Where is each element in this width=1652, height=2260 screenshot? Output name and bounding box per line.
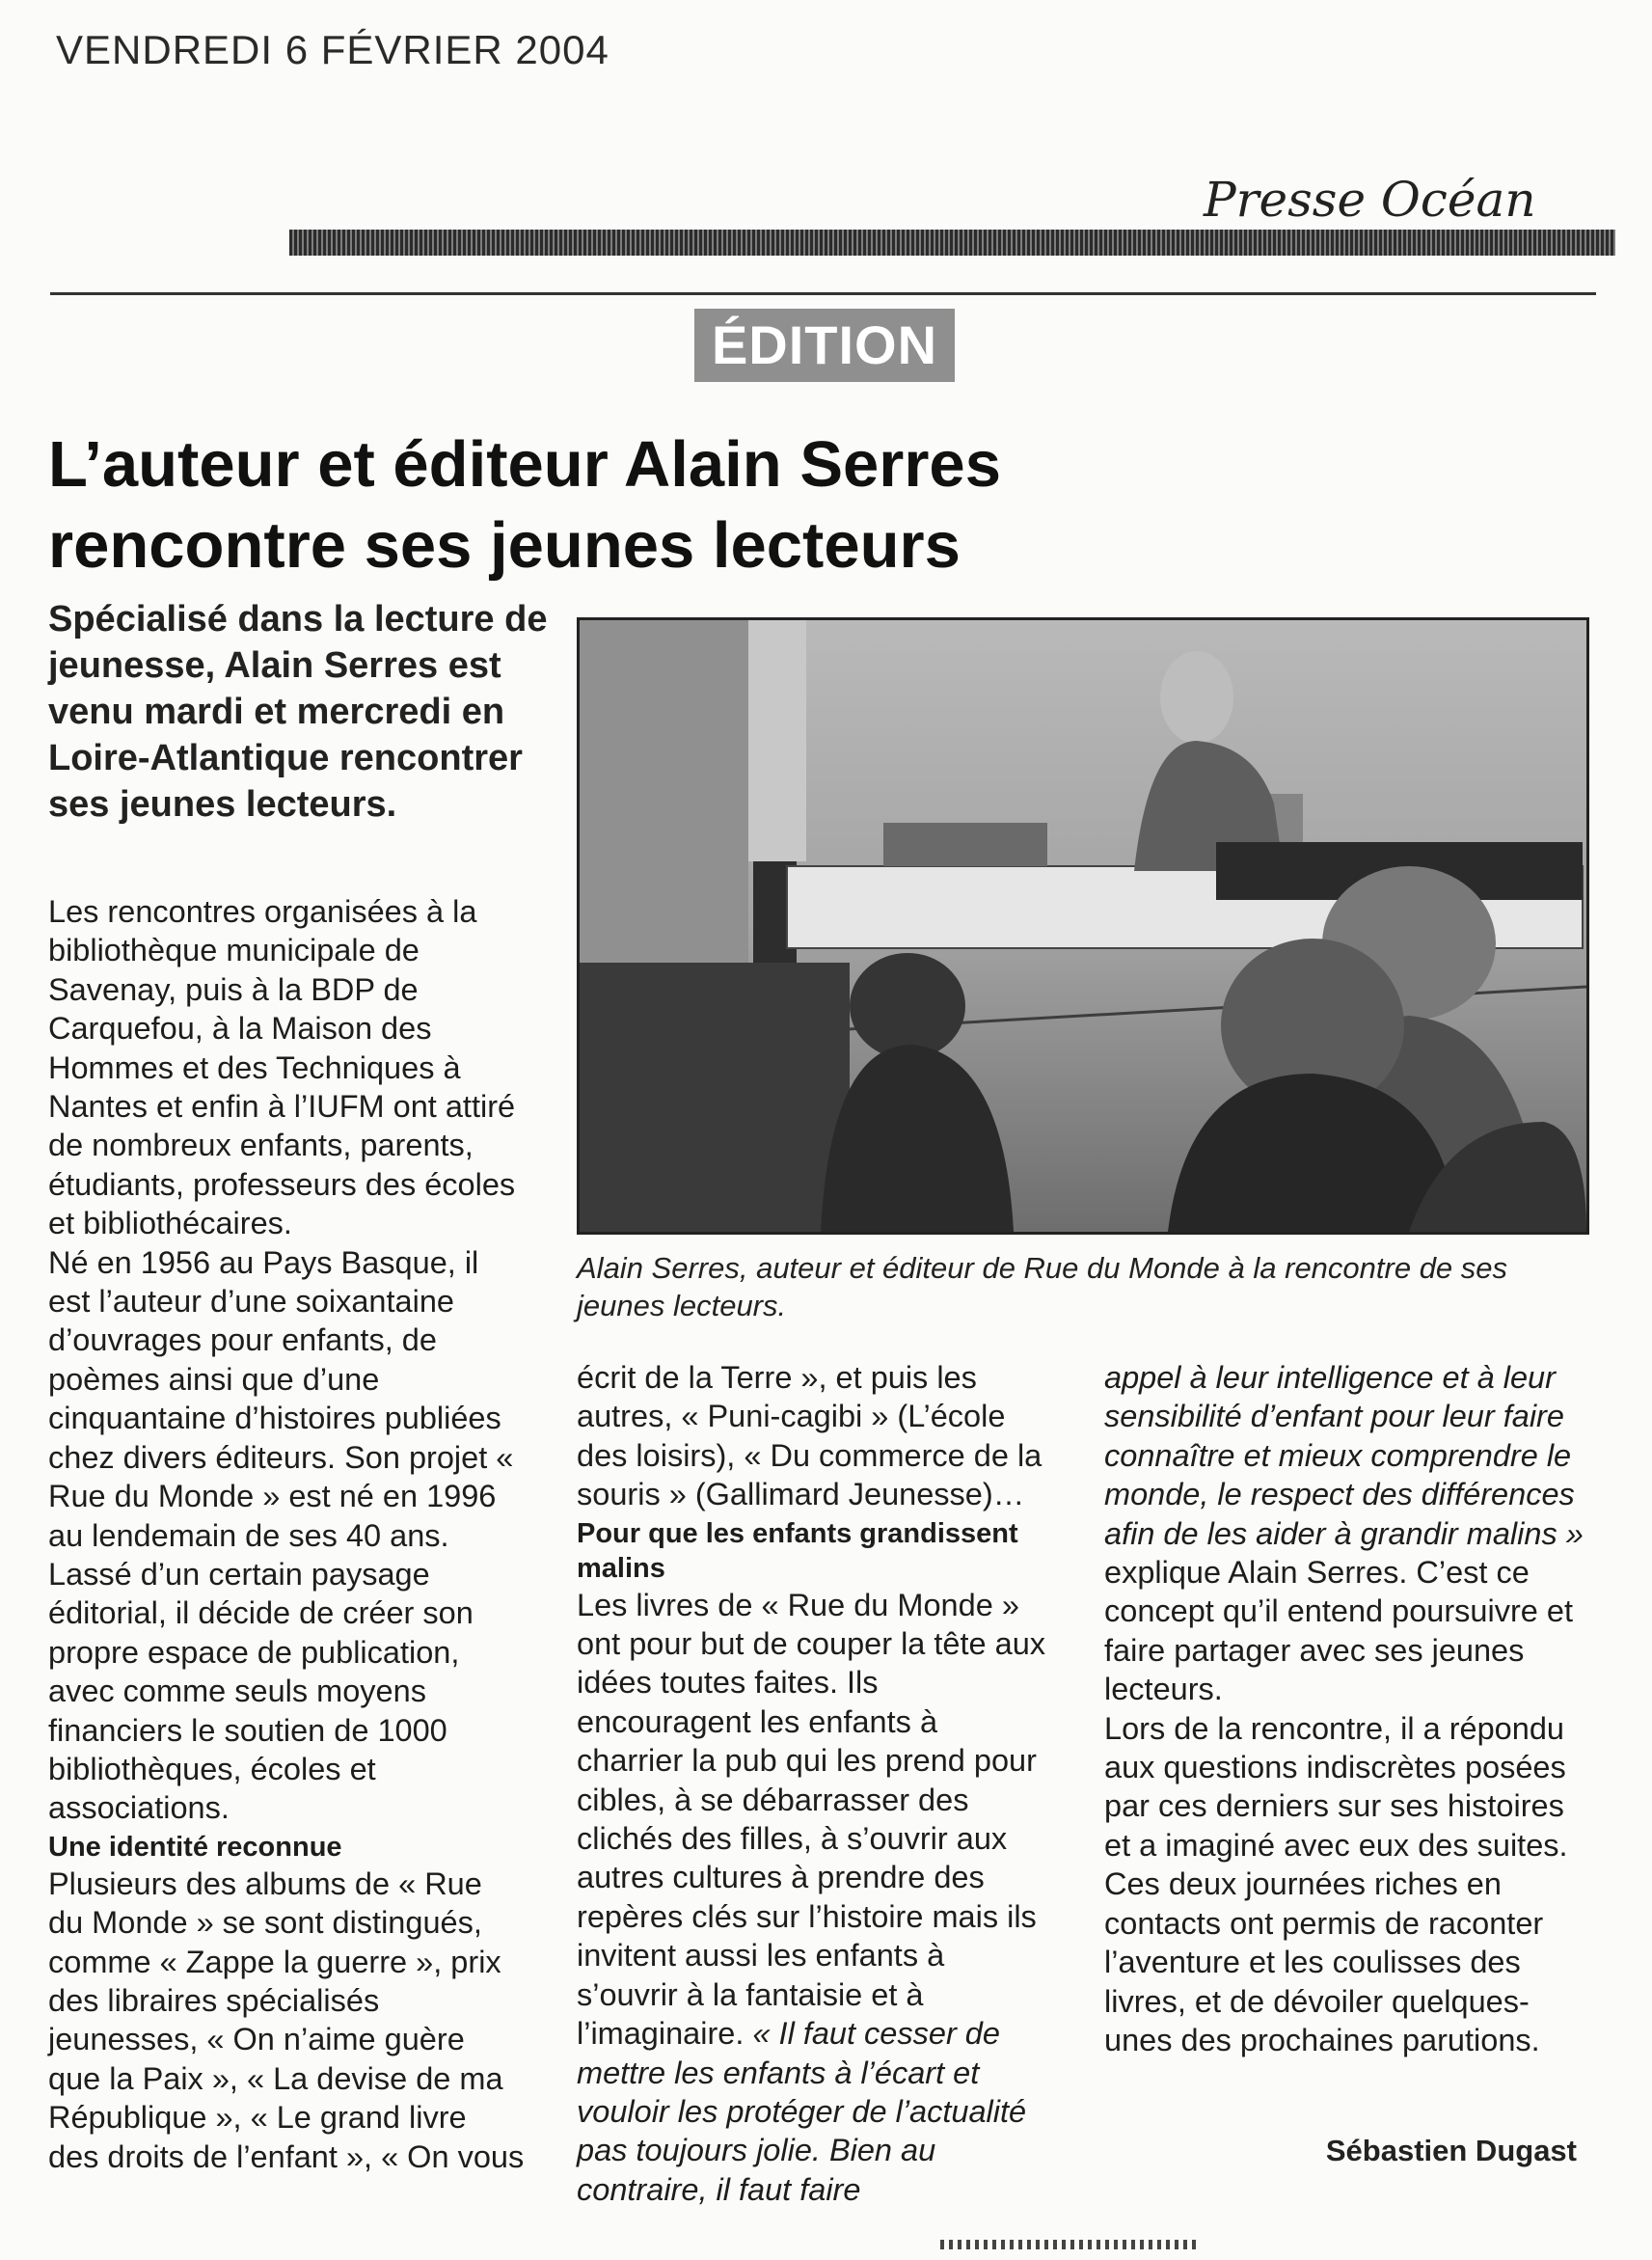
headline-line-1: L’auteur et éditeur Alain Serres xyxy=(48,428,1001,501)
chapeau: Spécialisé dans la lecture de jeunesse, Alain Serres est venu mardi et mercredi en Loire-Atlantique rencontrer ses jeunes lecteurs. xyxy=(48,599,548,825)
photo-illustration xyxy=(580,620,1586,1232)
column2-subheading: Pour que les enfants grandissent malins xyxy=(577,1517,1018,1584)
column1-paragraph-3: Plusieurs des albums de « Rue du Monde » se sont distingués, comme « Zappe la guerre », prix des libraires spécialisés jeunesses, « On n’aime guère que la Paix », « La devise de ma République », « Le grand livre des droits de l’enfant », « On vous xyxy=(48,1865,525,2174)
column3-paragraph-2: Lors de la rencontre, il a répondu aux questions indiscrètes posées par ces derniers sur ses histoires et a imaginé avec eux des suites. Ces deux journées riches en contacts ont permis de raconter l’aventure et les coulisses des livres, et de dévoiler quelques-unes des prochaines parutions. xyxy=(1104,1710,1568,2057)
rubric-label: ÉDITION xyxy=(694,309,955,382)
handwritten-source-note: Presse Océan xyxy=(1204,172,1536,228)
photo-caption: Alain Serres, auteur et éditeur de Rue du Monde à la rencontre de ses jeunes lecteurs. xyxy=(577,1251,1508,1322)
header-rule xyxy=(50,292,1596,295)
headline-line-2: rencontre ses jeunes lecteurs xyxy=(48,509,961,582)
column2-paragraph-2 xyxy=(577,1586,1047,2210)
column3-quote: appel à leur intelligence et à leur sensibilité d’enfant pour leur faire connaître et mieux comprendre le monde, le respect des différences afin de les aider à grandir malins » xyxy=(1104,1360,1584,1551)
article-photo xyxy=(577,617,1589,1235)
footer-mark xyxy=(940,2240,1201,2249)
column1-paragraph-2: Né en 1956 au Pays Basque, il est l’auteur d’une soixantaine d’ouvrages pour enfants, de poèmes ainsi que d’une cinquantaine d’histoires publiées chez divers éditeurs. Son projet « Rue du Monde » est né en 1996 au lendemain de ses 40 ans. Lassé d’un certain paysage éditorial, il décide de créer son propre espace de publication, avec comme seuls moyens financiers le soutien de 1000 bibliothèques, écoles et associations. xyxy=(48,1244,514,1826)
article-column-1 xyxy=(48,892,525,2176)
headline xyxy=(48,424,1611,586)
publication-date: VENDREDI 6 FÉVRIER 2004 xyxy=(56,27,609,72)
column2-paragraph-2-text: Les livres de « Rue du Monde » ont pour but de couper la tête aux idées toutes faites. Ils encouragent les enfants à charrier la pub qui les prend pour cibles, à se débarrasser des clichés des filles, à s’ouvrir aux autres cultures à prendre des repères clés sur l’histoire mais ils invitent aussi les enfants à s’ouvrir à la fantaisie et à l’imaginaire. xyxy=(577,1587,1046,2052)
column3-paragraph-1 xyxy=(1104,1358,1586,1709)
header-bar xyxy=(289,230,1615,256)
article-column-3 xyxy=(1104,1358,1586,2059)
column2-quote: « Il faut cesser de mettre les enfants à l’écart et vouloir les protéger de l’actualité pas toujours jolie. Bien au contraire, il faut faire xyxy=(577,2016,1027,2207)
column1-subheading: Une identité reconnue xyxy=(48,1831,342,1863)
column3-paragraph-1-text: explique Alain Serres. C’est ce concept qu’il entend poursuivre et faire partager avec ses jeunes lecteurs. xyxy=(1104,1555,1574,1707)
byline: Sébastien Dugast xyxy=(1325,2134,1577,2167)
column1-paragraph-1: Les rencontres organisées à la bibliothèque municipale de Savenay, puis à la BDP de Carquefou, à la Maison des Hommes et des Techniques à Nantes et enfin à l’IUFM ont attiré de nombreux enfants, parents, étudiants, professeurs des écoles et bibliothécaires. xyxy=(48,894,516,1241)
column2-paragraph-1: écrit de la Terre », et puis les autres, « Puni-cagibi » (L’école des loisirs), « Du commerce de la souris » (Gallimard Jeunesse)… xyxy=(577,1360,1043,1512)
article-column-2 xyxy=(577,1358,1047,2209)
